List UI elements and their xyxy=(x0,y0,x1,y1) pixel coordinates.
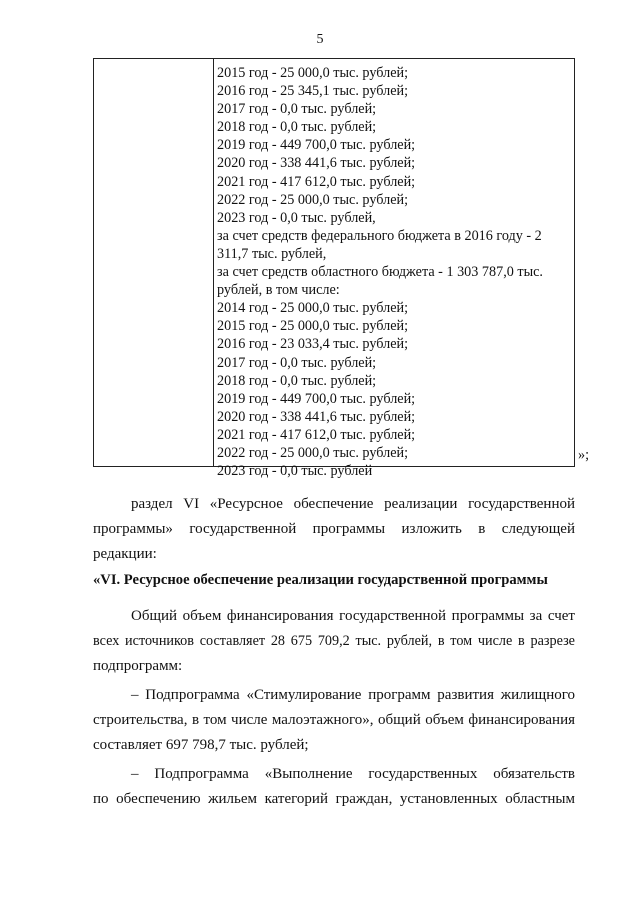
paragraph-line: Общий объем финансирования государственной программы за счет xyxy=(131,608,575,624)
table-line: 2019 год - 449 700,0 тыс. рублей; xyxy=(217,390,416,407)
table-line: 2017 год - 0,0 тыс. рублей; xyxy=(217,354,377,371)
table-line: 2017 год - 0,0 тыс. рублей; xyxy=(217,101,377,118)
table-line: за счет средств областного бюджета - 1 303 787,0 тыс. xyxy=(217,264,543,281)
table-line: 2020 год - 338 441,6 тыс. рублей; xyxy=(217,155,416,172)
table-line: 2016 год - 23 033,4 тыс. рублей; xyxy=(217,336,409,353)
table-line: 2020 год - 338 441,6 тыс. рублей; xyxy=(217,408,416,425)
paragraph-line: подпрограмм: xyxy=(93,658,183,674)
table-line: 2015 год - 25 000,0 тыс. рублей; xyxy=(217,318,409,335)
table-line: 2019 год - 449 700,0 тыс. рублей; xyxy=(217,137,416,154)
table-line: 2022 год - 25 000,0 тыс. рублей; xyxy=(217,191,409,208)
paragraph-line: раздел VI «Ресурсное обеспечение реализации государственной xyxy=(131,496,575,512)
table-line: 2014 год - 25 000,0 тыс. рублей; xyxy=(217,300,409,317)
table-line: 2018 год - 0,0 тыс. рублей; xyxy=(217,372,377,389)
table-line: 2016 год - 25 345,1 тыс. рублей; xyxy=(217,83,409,100)
section-intro-paragraph xyxy=(93,492,575,567)
table-column-divider xyxy=(213,59,214,466)
paragraph-line: программы» государственной программы изложить в следующей xyxy=(93,521,575,537)
table-line: 2015 год - 25 000,0 тыс. рублей; xyxy=(217,65,409,81)
paragraph-line: по обеспечению жильем категорий граждан, установленных областным xyxy=(93,791,575,807)
table-line: 2018 год - 0,0 тыс. рублей; xyxy=(217,119,377,136)
paragraph-line: редакции: xyxy=(93,546,157,562)
table-line: рублей, в том числе: xyxy=(217,282,340,299)
table-line: 2022 год - 25 000,0 тыс. рублей; xyxy=(217,444,409,461)
paragraph-line: строительства, в том числе малоэтажного», общий объем финансирования xyxy=(93,712,575,728)
table-line: 2023 год - 0,0 тыс. рублей xyxy=(217,463,373,480)
table-closing-quote: »; xyxy=(578,447,590,463)
subprogram-1-paragraph xyxy=(93,683,575,758)
funding-table xyxy=(93,58,575,480)
paragraph-line: составляет 697 798,7 тыс. рублей; xyxy=(93,737,309,753)
total-funding-paragraph xyxy=(93,604,575,679)
table-funding-lines xyxy=(217,64,575,480)
subprogram-2-paragraph xyxy=(93,762,575,812)
paragraph-line: всех источников составляет 28 675 709,2 тыс. рублей, в том числе в разрезе xyxy=(93,633,575,649)
paragraph-line: – Подпрограмма «Стимулирование программ развития жилищного xyxy=(131,687,575,703)
page-number: 5 xyxy=(316,32,324,47)
paragraph-line: – Подпрограмма «Выполнение государственных обязательств xyxy=(131,766,575,782)
table-line: 2023 год - 0,0 тыс. рублей, xyxy=(217,209,376,226)
table-line: 2021 год - 417 612,0 тыс. рублей; xyxy=(217,426,416,443)
section-heading: «VI. Ресурсное обеспечение реализации государственной программы xyxy=(93,572,548,588)
table-line: 311,7 тыс. рублей, xyxy=(217,245,327,262)
table-line: 2021 год - 417 612,0 тыс. рублей; xyxy=(217,173,416,190)
table-line: за счет средств федерального бюджета в 2016 году - 2 xyxy=(217,227,542,244)
